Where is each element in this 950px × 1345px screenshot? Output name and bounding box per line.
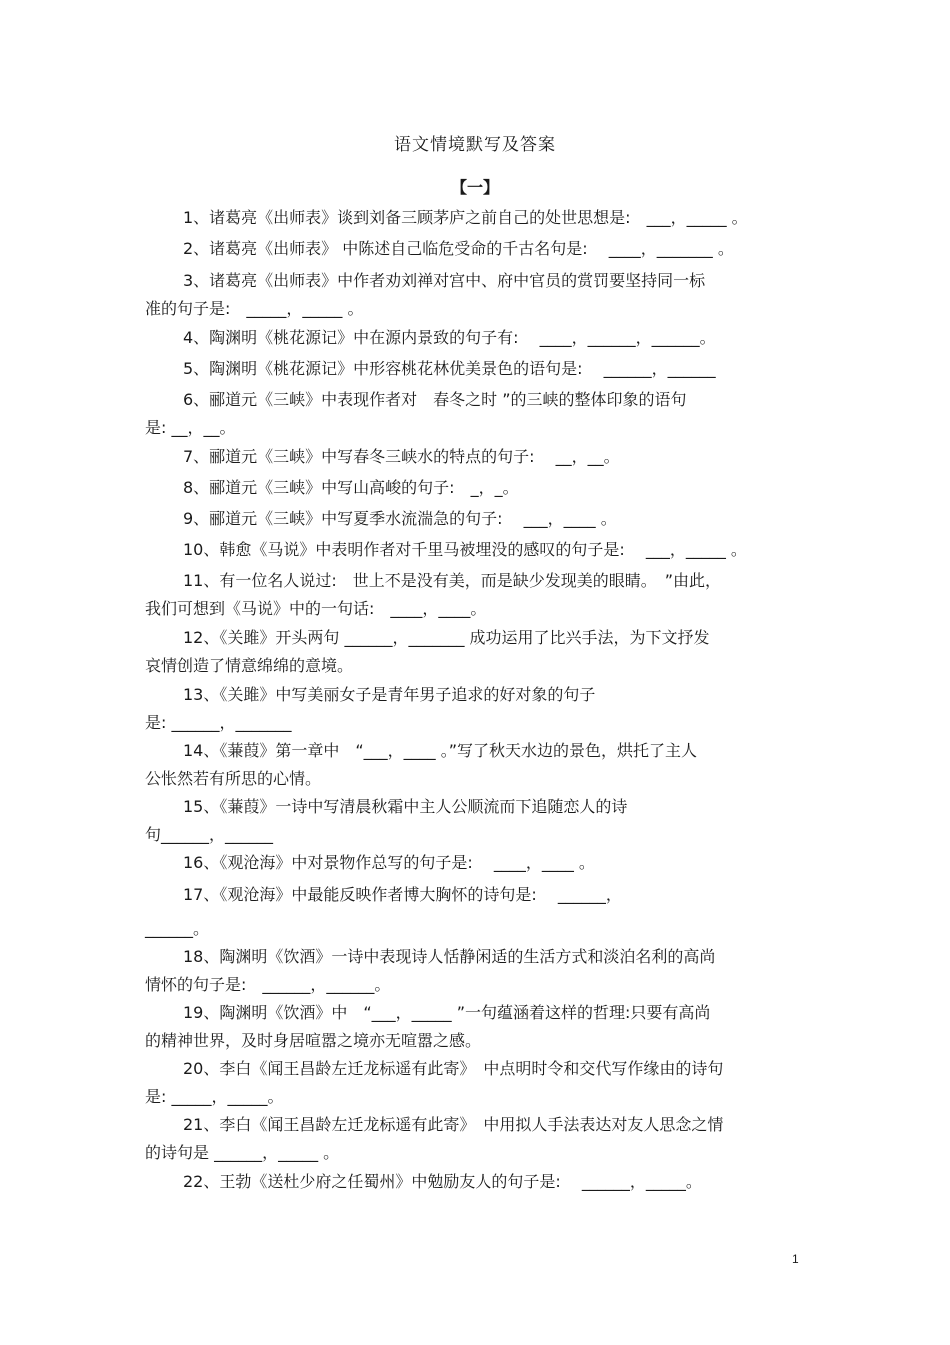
question-line: 5、陶渊明《桃花源记》中形容桃花林优美景色的语句是: ______，______	[183, 359, 716, 378]
question-line: 14、《蒹葭》第一章中 “___，____ 。”写了秋天水边的景色，烘托了主人	[183, 741, 698, 760]
question-17	[145, 881, 815, 943]
question-line: 准的句子是: _____，_____ 。	[145, 299, 364, 318]
section-heading: 【一】	[450, 178, 499, 197]
question-12	[145, 624, 815, 680]
question-10	[145, 536, 815, 564]
question-line: 是: ______，_______	[145, 713, 292, 732]
question-line: 19、陶渊明《饮酒》中 “___，_____ ”一句蕴涵着这样的哲理:只要有高尚	[183, 1003, 711, 1022]
question-line: 22、王勃《送杜少府之任蜀州》中勉励友人的句子是: ______，_____。	[183, 1172, 702, 1191]
question-line: 3、诸葛亮《出师表》中作者劝刘禅对宫中、府中官员的赏罚要坚持同一标	[183, 271, 706, 290]
question-9	[145, 505, 815, 533]
question-2	[145, 235, 815, 263]
question-line: ______。	[145, 919, 210, 938]
question-4	[145, 324, 815, 352]
question-line: 7、郦道元《三峡》中写春冬三峡水的特点的句子: __，__。	[183, 447, 620, 466]
question-line: 18、陶渊明《饮酒》一诗中表现诗人恬静闲适的生活方式和淡泊名利的高尚	[183, 947, 716, 966]
question-line: 13、《关雎》中写美丽女子是青年男子追求的好对象的句子	[183, 685, 596, 704]
question-21	[145, 1111, 815, 1167]
question-6	[145, 386, 815, 442]
question-3	[145, 267, 815, 323]
page-number: 1	[792, 1252, 799, 1266]
question-line: 4、陶渊明《桃花源记》中在源内景致的句子有: ____，______，______。	[183, 328, 716, 347]
question-line: 哀情创造了情意绵绵的意境。	[145, 656, 354, 675]
question-line: 公怅然若有所思的心情。	[145, 769, 322, 788]
question-14	[145, 737, 815, 793]
question-11	[145, 567, 815, 623]
question-line: 情怀的句子是: ______，______。	[145, 975, 391, 994]
question-line: 句______，______	[145, 825, 274, 844]
question-1	[145, 204, 815, 232]
question-line: 1、诸葛亮《出师表》谈到刘备三顾茅庐之前自己的处世思想是: ___，_____ 。	[183, 208, 748, 227]
question-line: 的精神世界，及时身居喧嚣之境亦无喧嚣之感。	[145, 1031, 482, 1050]
question-line: 10、韩愈《马说》中表明作者对千里马被埋没的感叹的句子是: ___，_____ 。	[183, 540, 747, 559]
page-title: 语文情境默写及答案	[394, 135, 556, 155]
question-line: 2、诸葛亮《出师表》 中陈述自己临危受命的千古名句是: ____，_______ 。	[183, 239, 734, 258]
question-22	[145, 1168, 815, 1196]
question-line: 11、有一位名人说过: 世上不是没有美，而是缺少发现美的眼睛。 ”由此，	[183, 571, 722, 590]
question-15	[145, 793, 815, 849]
question-line: 17、《观沧海》中最能反映作者博大胸怀的诗句是: ______，	[183, 885, 622, 904]
question-16	[145, 849, 815, 877]
question-line: 8、郦道元《三峡》中写山高峻的句子: _，_。	[183, 478, 519, 497]
question-line: 的诗句是 ______，_____ 。	[145, 1143, 340, 1162]
question-line: 是: __，__。	[145, 418, 236, 437]
question-19	[145, 999, 815, 1055]
question-18	[145, 943, 815, 999]
question-line: 12、《关雎》开头两句 ______，_______ 成功运用了比兴手法，为下文抒发	[183, 628, 710, 647]
question-line: 16、《观沧海》中对景物作总写的句子是: ____，____ 。	[183, 853, 595, 872]
question-13	[145, 681, 815, 737]
question-line: 15、《蒹葭》一诗中写清晨秋霜中主人公顺流而下追随恋人的诗	[183, 797, 628, 816]
question-line: 20、李白《闻王昌龄左迁龙标遥有此寄》 中点明时令和交代写作缘由的诗句	[183, 1059, 724, 1078]
question-5	[145, 355, 815, 383]
question-8	[145, 474, 815, 502]
question-line: 是: _____，_____。	[145, 1087, 284, 1106]
question-line: 21、李白《闻王昌龄左迁龙标遥有此寄》 中用拟人手法表达对友人思念之情	[183, 1115, 724, 1134]
question-line: 9、郦道元《三峡》中写夏季水流湍急的句子: ___，____ 。	[183, 509, 617, 528]
question-20	[145, 1055, 815, 1111]
question-7	[145, 443, 815, 471]
question-line: 6、郦道元《三峡》中表现作者对 春冬之时 ”的三峡的整体印象的语句	[183, 390, 687, 409]
question-line: 我们可想到《马说》中的一句话: ____，____。	[145, 599, 487, 618]
